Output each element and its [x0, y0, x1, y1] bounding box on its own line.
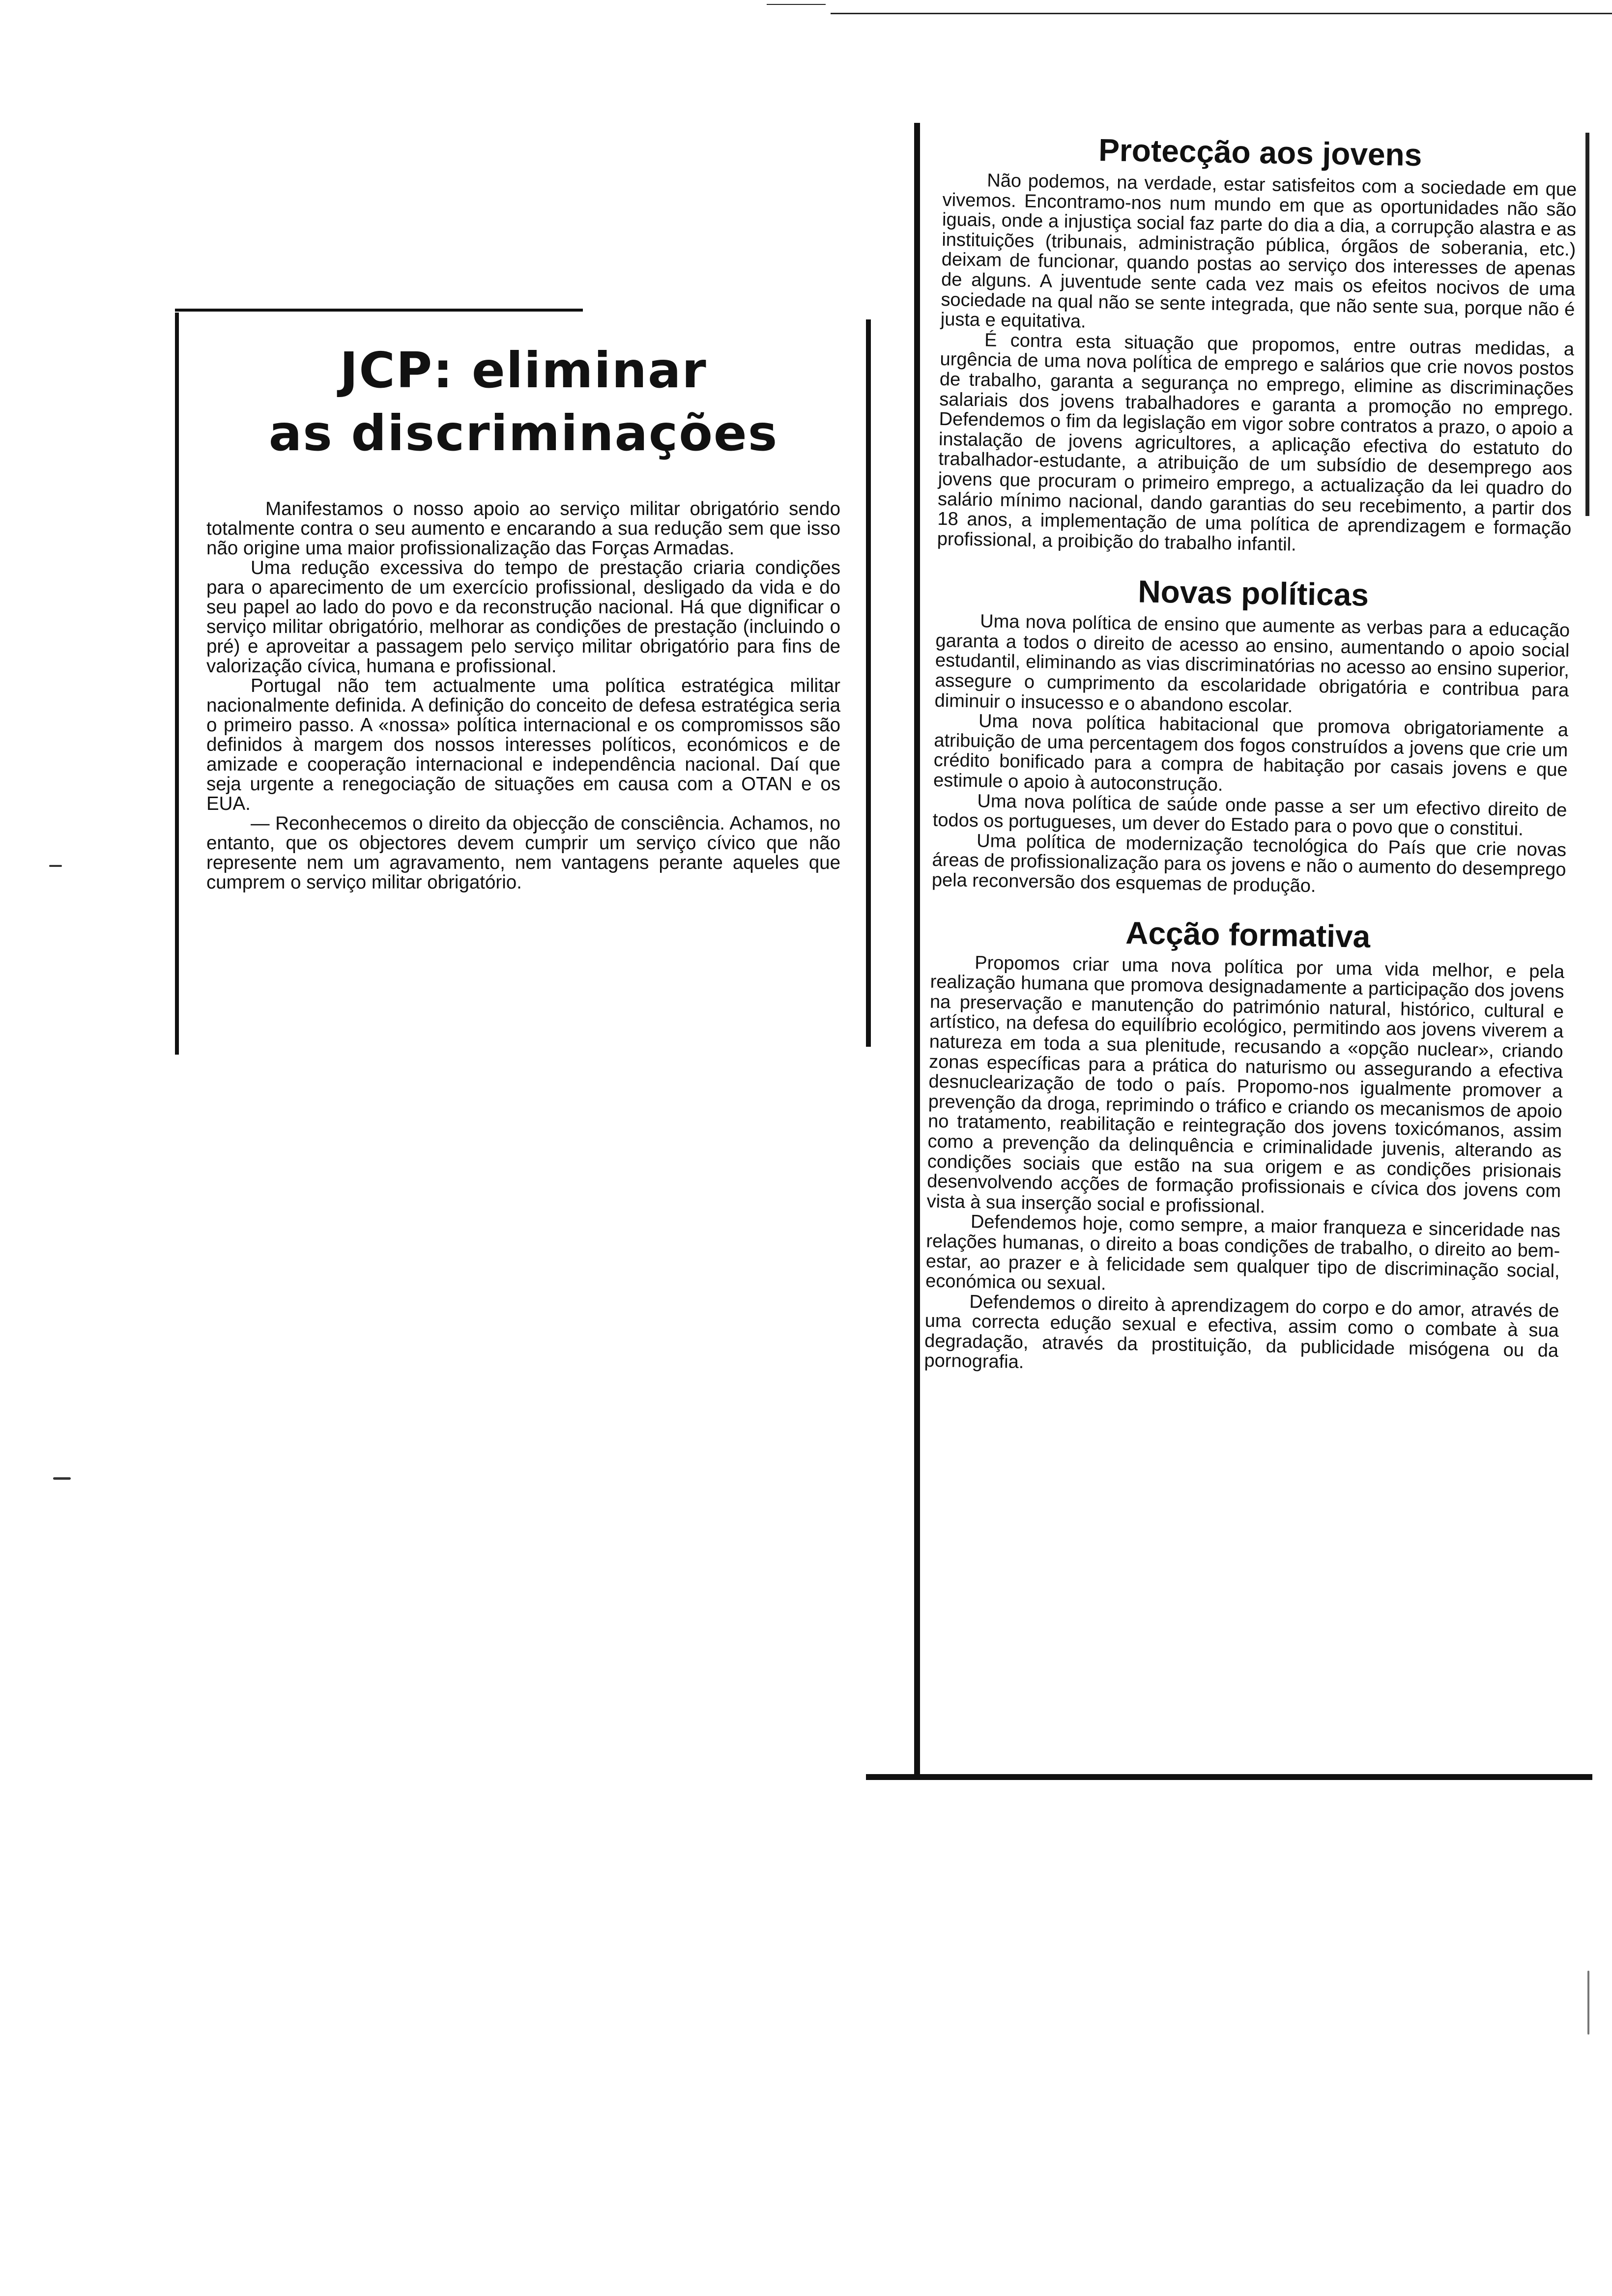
right-article-left-rule [914, 123, 920, 1774]
right-article-right-rule [1585, 133, 1589, 516]
right-article-bottom-rule [866, 1774, 1592, 1780]
section-title-novas-politicas: Novas políticas [1137, 574, 1369, 613]
scan-speck [1587, 1971, 1589, 2035]
novas-paragraph-1: Uma nova política de ensino que aumente as verbas para a educação garanta a todos o direito de acesso ao ensino, aumentando o apoio social estudantil, eliminando as vias discriminatórias no acesso ao ensino superior, assegure o cumprimento da escolaridade obrigatória e contribua para diminuir o insucesso e o abandono escolar. [934, 611, 1570, 717]
left-paragraph-3: Portugal não tem actualmente uma política estratégica militar nacionalmente definida. A definição do conceito de defesa estratégica seria o primeiro passo. A «nossa» política internacional e os compromissos são definidos à margem dos nossos interesses políticos, económicos e de amizade e cooperação internacional e independência nacional. Daí que seja urgente a renegociação de situações em causa com a OTAN e os EUA. [206, 675, 840, 814]
section-title-proteccao: Protecção aos jovens [1098, 132, 1422, 173]
right-article [924, 128, 1578, 1381]
accao-paragraph-2: Defendemos hoje, como sempre, a maior franqueza e sinceridade nas relações humanas, o direito a boas condições de trabalho, o direito ao bem-estar, ao prazer e à felicidade sem qualquer tipo de discriminação social, económica ou sexual. [925, 1211, 1561, 1294]
left-paragraph-1: Manifestamos o nosso apoio ao serviço militar obrigatório sendo totalmente contra o seu aumento e encarando a sua redução sem que isso não origine uma maior profissionalização das Forças Armadas. [206, 498, 840, 559]
section-title-accao-formativa: Acção formativa [1125, 915, 1371, 954]
novas-paragraph-2: Uma nova política habitacional que promova obrigatoriamente a atribuição de uma percentagem dos fogos construídos a jovens que crie um crédito bonificado para a compra de habitação por casais jovens e que estimule o apoio à autoconstrução. [933, 711, 1569, 796]
accao-paragraph-3: Defendemos o direito à aprendizagem do corpo e do amor, através de uma correcta edução sexual e efectiva, assim como o combate à sua degradação, através da prostituição, da publicidade misógena ou da pornografia. [924, 1291, 1559, 1373]
left-article-top-rule [175, 309, 583, 312]
headline-line-1: JCP: eliminar [340, 342, 707, 399]
scan-speck [49, 865, 62, 867]
left-article-right-rule [866, 319, 871, 1047]
left-paragraph-2: Uma redução excessiva do tempo de prestação criaria condições para o aparecimento de um exercício profissional, desligado da vida e do seu papel ao lado do povo e da reconstrução nacional. Há que dignificar o serviço militar obrigatório, melhorar as condições de prestação (incluindo o pré) e aproveitar a passagem pelo serviço militar obrigatório para fins de valorização cívica, humana e profissional. [206, 557, 840, 677]
proteccao-paragraph-2: É contra esta situação que propomos, entre outras medidas, a urgência de uma nova política de emprego e salários que crie novos postos de trabalho, garanta a segurança no emprego, elimine as discriminações salariais dos jovens trabalhadores e garanta a promoção no emprego. Defendemos o fim da legislação em vigor sobre contratos a prazo, o apoio a instalação de jovens agricultores, a aplicação efectiva do estatuto do trabalhador-estudante, a atribuição de um subsídio de desemprego aos jovens que procuram o primeiro emprego, a actualização da lei quadro do salário mínimo nacional, dando garantias do seu recebimento, a partir dos 18 anos, a implementação de uma política de aprendizagem e formação profissional, a proibição do trabalho infantil. [937, 330, 1575, 555]
left-article-headline [206, 339, 840, 465]
left-paragraph-4: — Reconhecemos o direito da objecção de consciência. Achamos, no entanto, que os objectores devem cumprir um serviço cívico que não represente nem um agravamento, nem vantagens perante aqueles que cumprem o serviço militar obrigatório. [206, 813, 840, 893]
headline-line-2: as discriminações [268, 404, 778, 462]
left-article [206, 339, 840, 892]
scan-edge-line [767, 4, 826, 5]
novas-paragraph-4: Uma política de modernização tecnológica do País que crie novas áreas de profissionalização para os jovens e não o aumento do desemprego pela reconversão dos esquemas de produção. [931, 831, 1567, 897]
novas-paragraph-3: Uma nova política de saúde onde passe a ser um efectivo direito de todos os portugueses, um dever do Estado para o povo que o constitui. [932, 790, 1567, 840]
scan-speck [53, 1477, 71, 1480]
proteccao-paragraph-1: Não podemos, na verdade, estar satisfeitos com a sociedade em que vivemos. Encontramo-nos num mundo em que as oportunidades não são iguais, onde a injustiça social faz parte do dia a dia, a corrupção alastra e as instituições (tribunais, administração pública, órgãos de soberania, etc.) deixam de funcionar, quando postas ao serviço dos interesses de apenas de alguns. A juventude sente cada vez mais os efeitos nocivos de uma sociedade na qual não se sente integrada, que não sente sua, porque não é justa e equitativa. [940, 170, 1577, 332]
left-article-left-rule [175, 313, 179, 1055]
scan-edge-line [831, 13, 1612, 14]
accao-paragraph-1: Propomos criar uma nova política por uma vida melhor, e pela realização humana que promova designadamente a participação dos jovens na preservação e manutenção do património natural, histórico, cultural e artístico, na defesa do equilíbrio ecológico, permitindo aos jovens viverem a natureza em toda a sua plenitude, recusando a «opção nuclear», criando zonas específicas para a prática do naturismo ou assegurando a efectiva desnuclearização de todo o país. Propomo-nos igualmente promover a prevenção da droga, reprimindo o tráfico e criando os mecanismos de apoio no tratamento, reabilitação e reintegração dos jovens toxicómanos, assim como a prevenção da delinquência e criminalidade juvenis, alterando as condições sociais que estão na sua origem e as condições prisionais desenvolvendo acções de formação profissionais e cívica dos jovens com vista à sua inserção social e profissional. [926, 952, 1565, 1217]
